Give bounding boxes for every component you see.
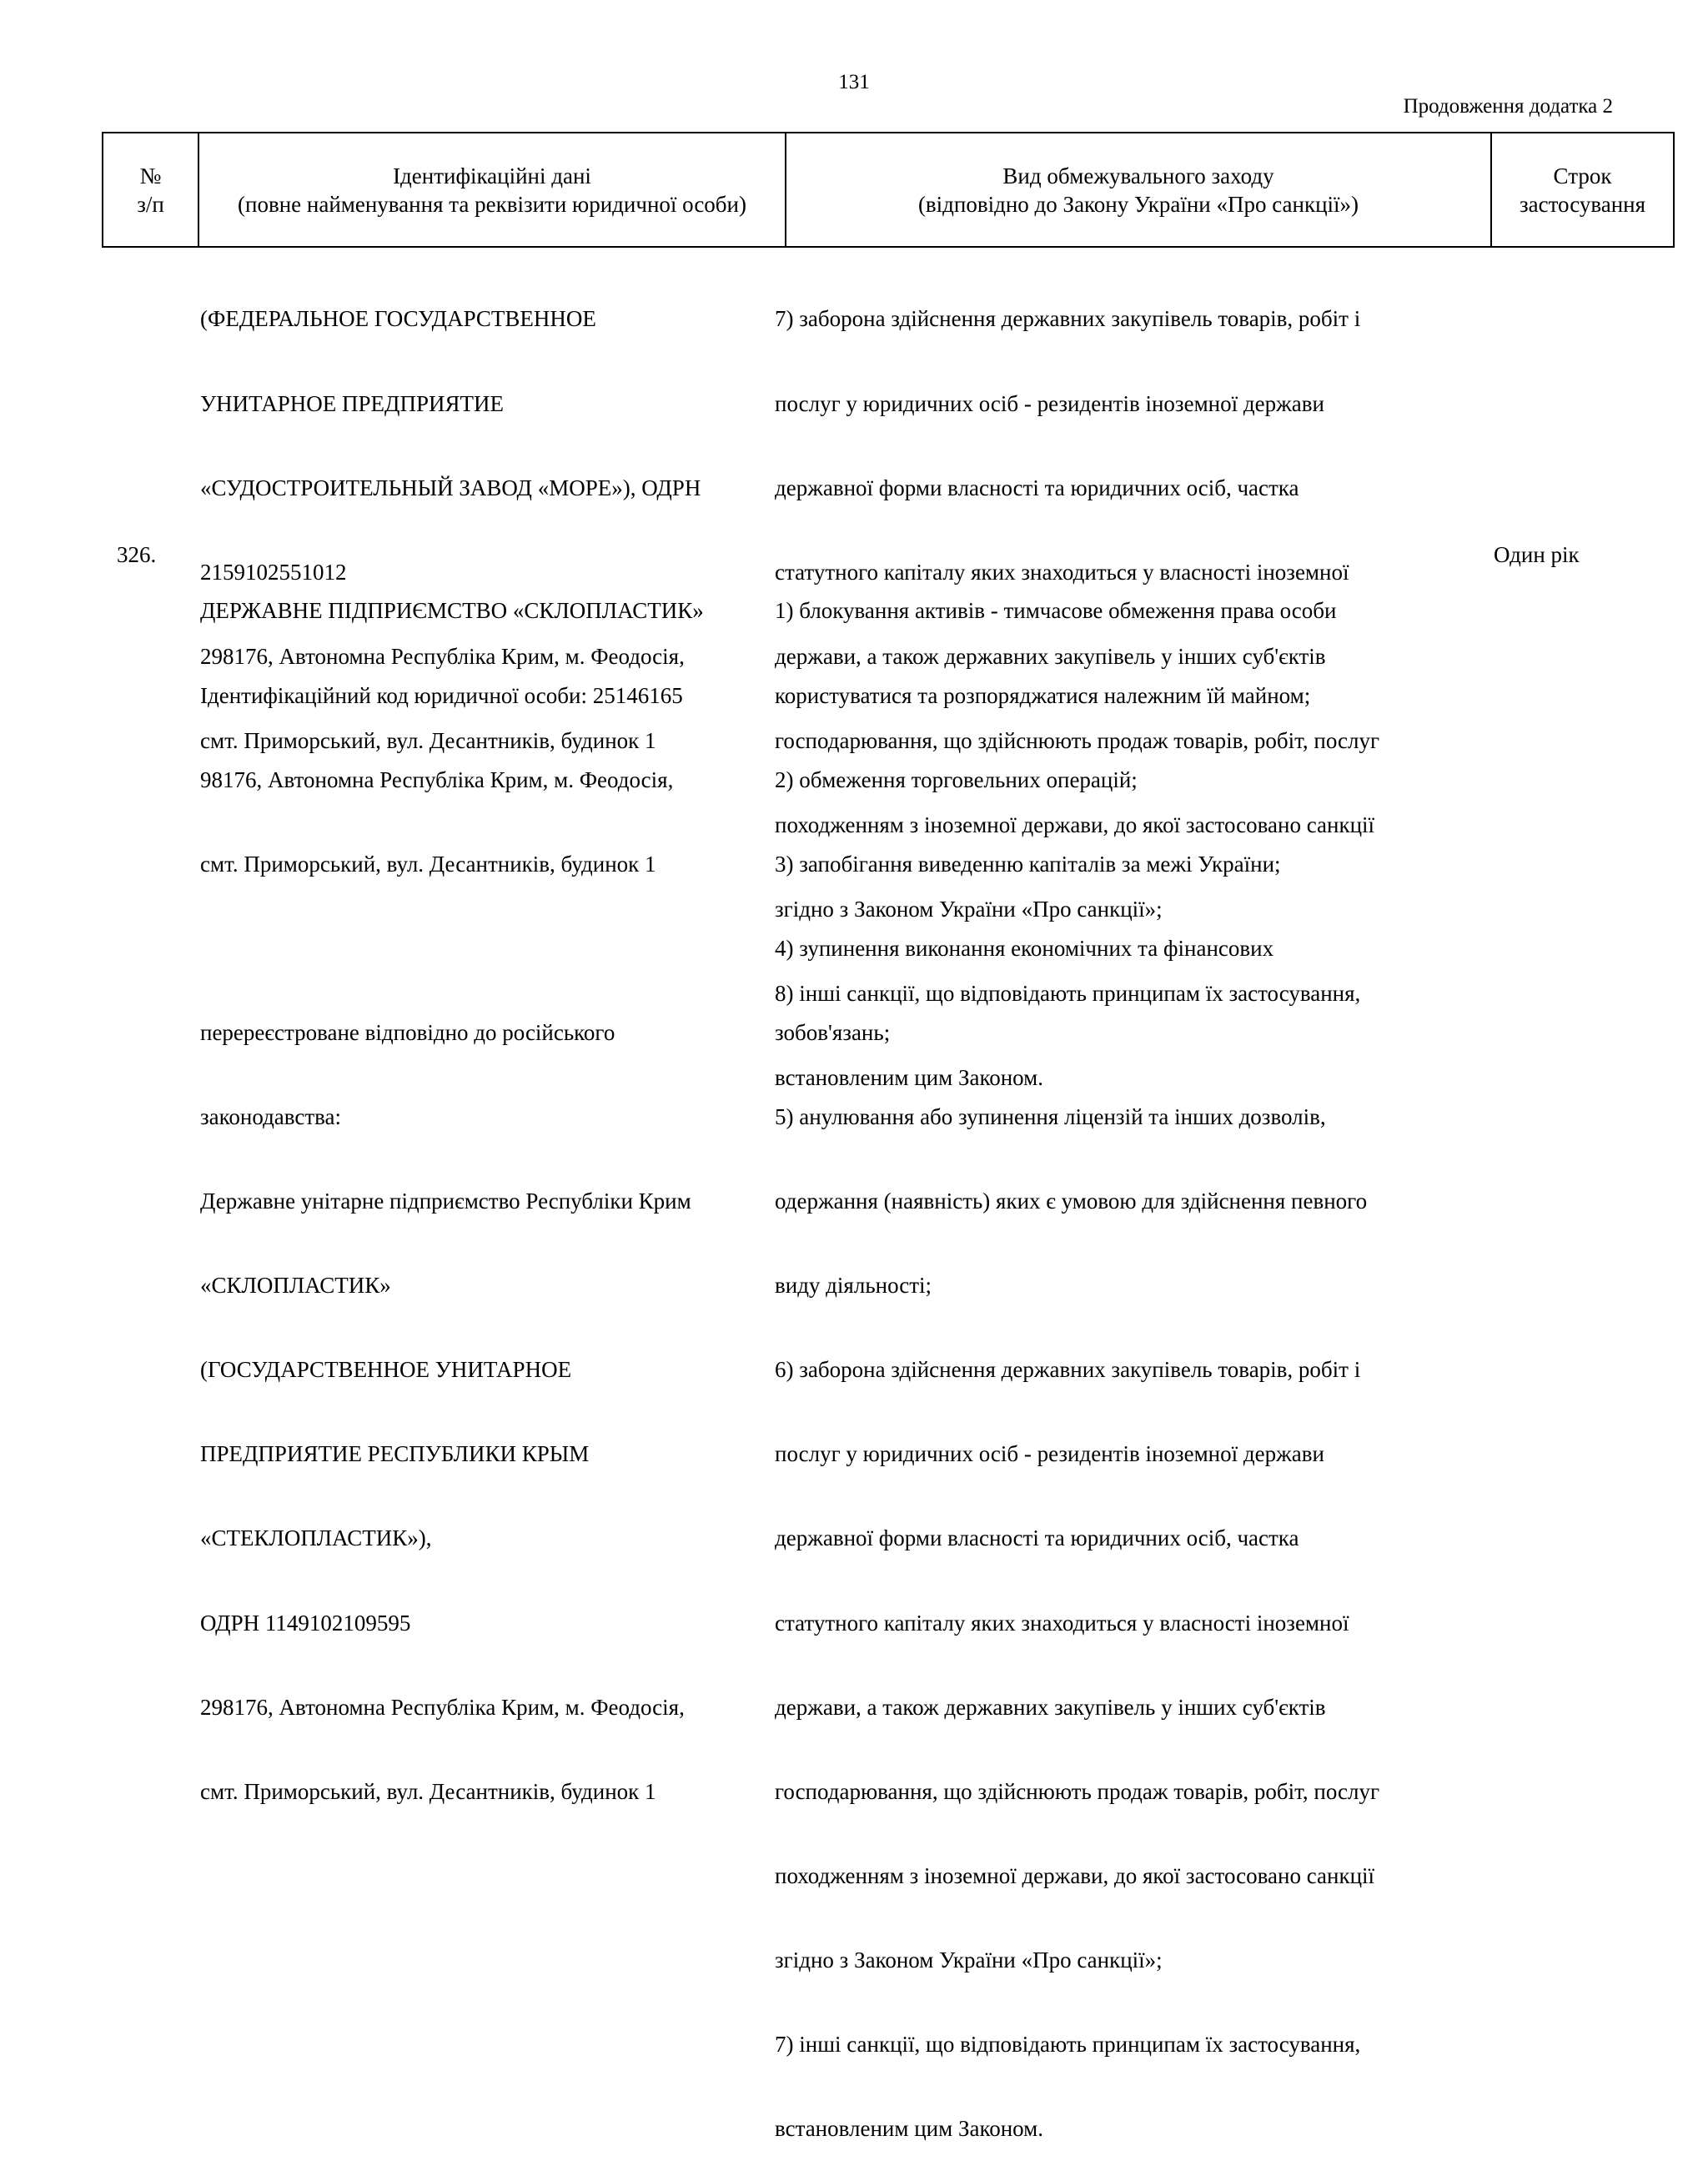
text-line: державної форми власності та юридичних осіб, частка [775, 1525, 1299, 1551]
text-line: Державне унітарне підприємство Республіки Крим [200, 1189, 691, 1214]
text-line: 2) обмеження торговельних операцій; [775, 766, 1138, 792]
header-term-cell [1491, 133, 1674, 247]
text-line: одержання (наявність) яких є умовою для здійснення певного [775, 1189, 1368, 1214]
text-line: зобов'язань; [775, 1019, 891, 1045]
header-ident-cell [198, 133, 786, 247]
text-line: 298176, Автономна Республіка Крим, м. Феодосія, [200, 643, 685, 669]
text-line: «СУДОСТРОИТЕЛЬНЫЙ ЗАВОД «МОРЕ»), ОДРН [200, 475, 701, 500]
header-number-cell [103, 133, 198, 247]
text-line: «СКЛОПЛАСТИК» [200, 1273, 391, 1299]
text-line: встановленим цим Законом. [775, 1065, 1043, 1091]
text-line: 1) блокування активів - тимчасове обмеження права особи [775, 598, 1337, 624]
text-line: користуватися та розпоряджатися належним їй майном; [775, 682, 1311, 708]
text-line: державної форми власності та юридичних осіб, частка [775, 475, 1299, 500]
text-line: УНИТАРНОЕ ПРЕДПРИЯТИЕ [200, 390, 504, 416]
text-line: статутного капіталу яких знаходиться у власності іноземної [775, 1610, 1349, 1636]
header-measure-line1: Вид обмежувального заходу [1002, 163, 1274, 188]
text-line: «СТЕКЛОПЛАСТИК»), [200, 1525, 432, 1551]
text-line: 4) зупинення виконання економічних та фінансових [775, 935, 1274, 961]
row-1-term: Один рік [1494, 542, 1580, 567]
header-ident-line1: Ідентифікаційні дані [393, 163, 591, 188]
text-line: (ФЕДЕРАЛЬНОЕ ГОСУДАРСТВЕННОЕ [200, 306, 596, 332]
text-line: держави, а також державних закупівель у інших суб'єктів [775, 643, 1326, 669]
text-line: смт. Приморський, вул. Десантників, будинок 1 [200, 727, 656, 753]
table-header [102, 132, 1675, 248]
text-line: походженням з іноземної держави, до якої застосовано санкції [775, 1862, 1375, 1888]
text-line: 5) анулювання або зупинення ліцензій та інших дозволів, [775, 1103, 1326, 1129]
text-line: згідно з Законом України «Про санкції»; [775, 1947, 1163, 1972]
header-measure-line2: (відповідно до Закону України «Про санкції») [917, 191, 1359, 217]
text-line: послуг у юридичних осіб - резидентів іноземної держави [775, 390, 1324, 416]
text-line: перереєстроване відповідно до російського [200, 1019, 615, 1045]
text-line: 3) запобігання виведенню капіталів за межі України; [775, 851, 1281, 877]
text-line: смт. Приморський, вул. Десантників, будинок 1 [200, 851, 656, 877]
text-line: 98176, Автономна Республіка Крим, м. Феодосія, [200, 766, 674, 792]
text-line: 7) інші санкції, що відповідають принципам їх застосування, [775, 2032, 1361, 2057]
header-ident-line2: (повне найменування та реквізити юридичної особи) [238, 191, 746, 217]
text-line: встановленим цим Законом. [775, 2116, 1043, 2142]
row-1-identification [200, 541, 704, 1834]
header-number-line1: № [139, 163, 162, 188]
text-line: згідно з Законом України «Про санкції»; [775, 897, 1163, 922]
text-line: (ГОСУДАРСТВЕННОЕ УНИТАРНОЕ [200, 1357, 572, 1383]
header-number-line2: з/п [137, 191, 164, 217]
text-line: законодавства: [200, 1103, 342, 1129]
text-line: послуг у юридичних осіб - резидентів іноземної держави [775, 1441, 1324, 1467]
text-line: господарювання, що здійснюють продаж товарів, робіт, послуг [775, 1778, 1380, 1804]
page-number: 131 [838, 71, 870, 93]
text-line: 2159102551012 [200, 559, 347, 585]
text-line: 298176, Автономна Республіка Крим, м. Феодосія, [200, 1694, 685, 1720]
text-line: ДЕРЖАВНЕ ПІДПРИЄМСТВО «СКЛОПЛАСТИК» [200, 598, 704, 624]
row-1-number: 326. [117, 542, 157, 567]
text-line: ПРЕДПРИЯТИЕ РЕСПУБЛИКИ КРЫМ [200, 1441, 590, 1467]
text-line: ОДРН 1149102109595 [200, 1610, 411, 1636]
header-measure-cell [786, 133, 1491, 247]
header-term-line1: Строк [1553, 163, 1612, 188]
text-line: походженням з іноземної держави, до якої застосовано санкції [775, 812, 1375, 837]
text-line: держави, а також державних закупівель у інших суб'єктів [775, 1694, 1326, 1720]
text-line: виду діяльності; [775, 1273, 932, 1299]
text-line: 8) інші санкції, що відповідають принципам їх застосування, [775, 981, 1361, 1007]
text-line: статутного капіталу яких знаходиться у власності іноземної [775, 559, 1349, 585]
text-line: Ідентифікаційний код юридичної особи: 25146165 [200, 682, 683, 708]
text-line: 7) заборона здійснення державних закупівель товарів, робіт і [775, 306, 1361, 332]
text-line: господарювання, що здійснюють продаж товарів, робіт, послуг [775, 727, 1380, 753]
row-1-measures [775, 541, 1379, 2171]
continuation-label: Продовження додатка 2 [1403, 95, 1613, 118]
text-line [200, 935, 704, 963]
text-line: смт. Приморський, вул. Десантників, будинок 1 [200, 1778, 656, 1804]
header-term-line2: застосування [1519, 191, 1646, 217]
text-line: 6) заборона здійснення державних закупівель товарів, робіт і [775, 1357, 1361, 1383]
